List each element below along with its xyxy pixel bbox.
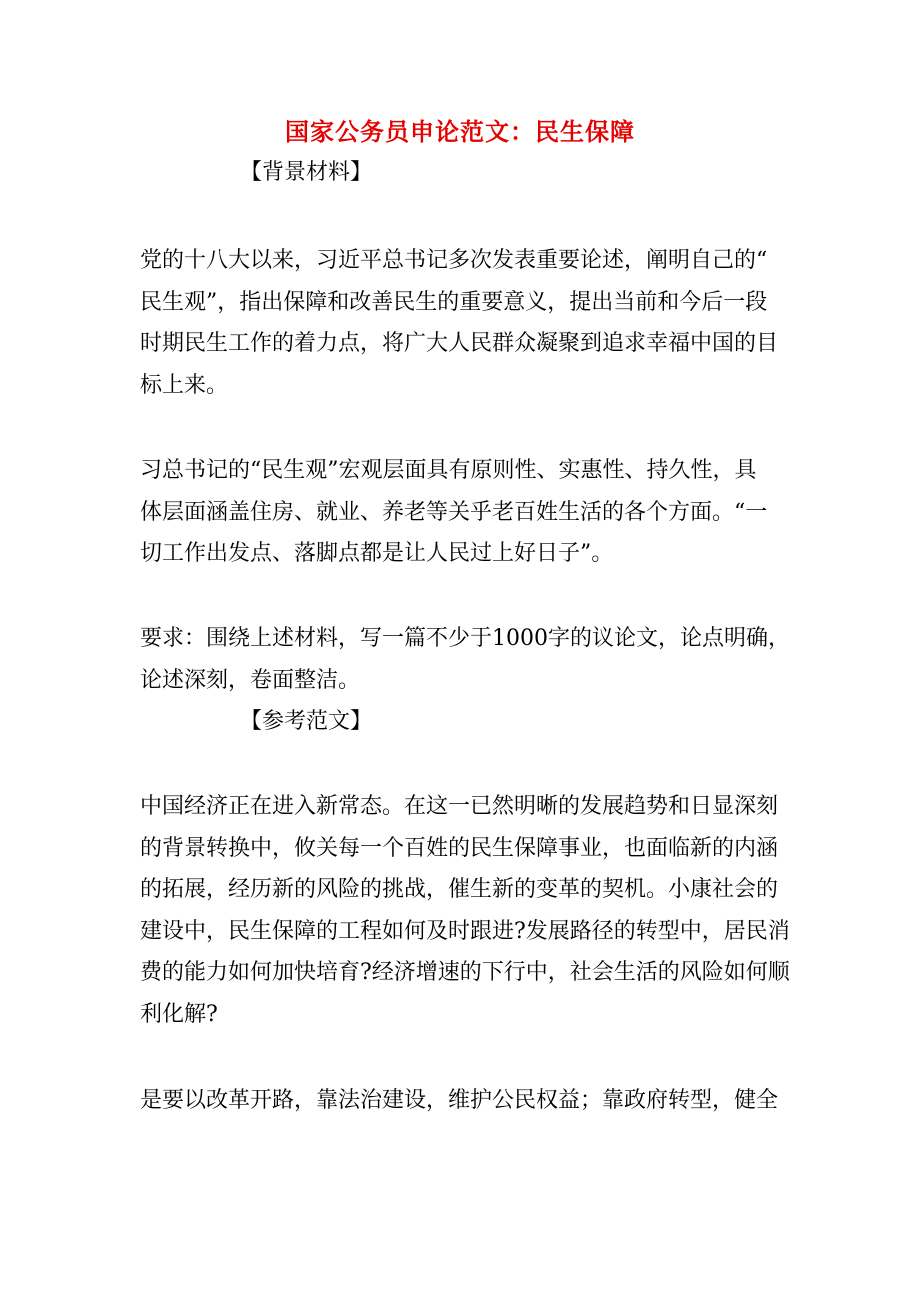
text-line: 习总书记的“民生观”宏观层面具有原则性、实惠性、持久性，具 bbox=[140, 458, 757, 483]
paragraph-background-1 bbox=[140, 240, 780, 406]
text-line: 切工作出发点、落脚点都是让人民过上好日子”。 bbox=[140, 541, 614, 566]
text-line: 标上来。 bbox=[140, 372, 229, 398]
text-line: 党的十八大以来，习近平总书记多次发表重要论述，阐明自己的“ bbox=[140, 248, 768, 273]
paragraph-requirements bbox=[140, 618, 790, 701]
text-line: 利化解? bbox=[140, 1001, 218, 1027]
text-line: 时期民生工作的着力点，将广大人民群众凝聚到追求幸福中国的目 bbox=[140, 331, 779, 356]
text-line: 民生观”，指出保障和改善民生的重要意义，提出当前和今后一段 bbox=[140, 289, 768, 315]
paragraph-reference-2 bbox=[140, 1080, 780, 1122]
section-heading-reference: 【参考范文】 bbox=[240, 709, 373, 734]
text-line: 的拓展，经历新的风险的挑战，催生新的变革的契机。小康社会的 bbox=[140, 877, 779, 902]
paragraph-reference-1 bbox=[140, 786, 790, 1035]
paragraph-background-2 bbox=[140, 450, 780, 575]
section-heading-background: 【背景材料】 bbox=[240, 160, 373, 185]
text-line: 中国经济正在进入新常态。在这一已然明晰的发展趋势和日显深刻 bbox=[140, 794, 779, 819]
text-line: 要求：围绕上述材料，写一篇不少于1000字的议论文，论点明确， bbox=[140, 626, 790, 651]
text-line: 体层面涵盖住房、就业、养老等关乎老百姓生活的各个方面。“一 bbox=[140, 499, 768, 525]
text-line: 是要以改革开路，靠法治建设，维护公民权益；靠政府转型，健全 bbox=[140, 1088, 779, 1113]
text-line: 论述深刻，卷面整洁。 bbox=[140, 667, 361, 693]
text-line: 的背景转换中，攸关每一个百姓的民生保障事业，也面临新的内涵 bbox=[140, 835, 779, 861]
text-line: 费的能力如何加快培育?经济增速的下行中，社会生活的风险如何顺 bbox=[140, 960, 790, 985]
text-line: 建设中，民生保障的工程如何及时跟进?发展路径的转型中，居民消 bbox=[140, 918, 790, 944]
document-title: 国家公务员申论范文：民生保障 bbox=[285, 117, 635, 146]
